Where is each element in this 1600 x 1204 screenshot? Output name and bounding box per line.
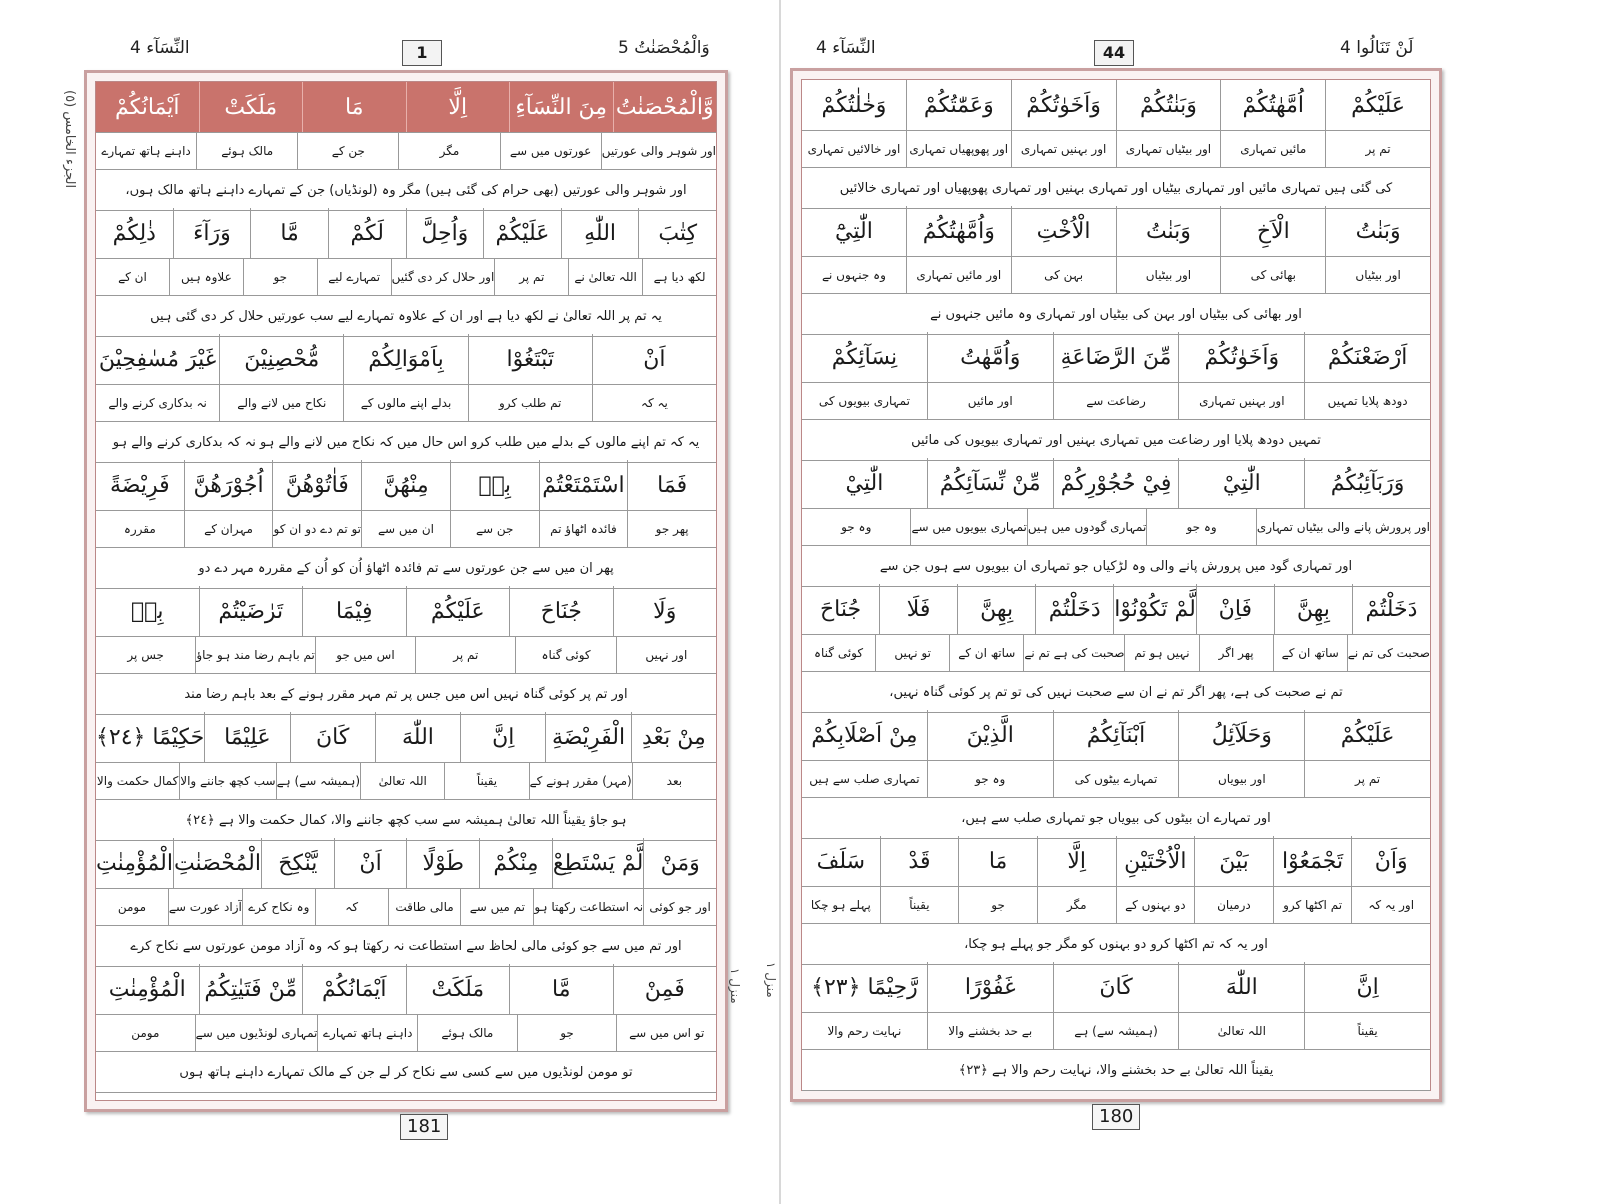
word-meaning: عورتوں میں سے [500, 133, 601, 169]
arabic-word: مِّنْ نِّسَآئِكُمُ [927, 458, 1053, 508]
arabic-word: وَلَا [613, 586, 717, 636]
arabic-word: مِّنَ الرَّضَاعَةِ [1053, 332, 1179, 382]
arabic-word: حَكِيْمًا ﴿٢٤﴾ [95, 724, 205, 750]
arabic-word: عَلَيْكُمْ [406, 586, 510, 636]
arabic-word: غَفُوْرًا [927, 962, 1053, 1012]
arabic-word-row [96, 712, 716, 763]
word-meaning: آزاد عورت سے [168, 889, 242, 925]
word-meaning: اور بیویاں [1178, 761, 1304, 797]
arabic-word-row [96, 586, 716, 637]
word-meaning: ان میں سے [361, 511, 450, 547]
word-meaning: مالک ہوئے [417, 1015, 517, 1051]
verse-block [96, 586, 716, 715]
arabic-word: غَيْرَ مُسٰفِحِيْنَ [98, 346, 217, 372]
arabic-word: اللّٰهَ [1178, 962, 1304, 1012]
word-meaning-row [96, 637, 716, 674]
word-meaning: ان کے [118, 270, 147, 284]
verse-translation: ہو جاؤ یقیناً اللہ تعالیٰ ہمیشہ سے سب کچھ جاننے والا، کمال حکمت والا ہے ﴿٢٤﴾ [96, 800, 716, 841]
arabic-word-row [802, 80, 1430, 131]
word-meaning: اور مائیں [927, 383, 1053, 419]
verse-translation: تو مومن لونڈیوں میں سے کسی سے نکاح کر لے جن کے مالک تمہارے داہنے ہاتھ ہوں [96, 1052, 716, 1093]
word-meaning: بدلے اپنے مالوں کے [343, 385, 467, 421]
word-meaning: نکاح میں لانے والے [219, 385, 343, 421]
verse-translation: اور تم میں سے جو کوئی مالی لحاظ سے استطاعت نہ رکھتا ہو کہ وہ آزاد مومن عورتوں سے نکاح کرے [96, 926, 716, 967]
word-meaning-row [96, 511, 716, 548]
word-meaning: نہ بدکاری کرنے والے [108, 396, 207, 410]
word-meaning: (مہر) مقرر ہونے کے [529, 763, 632, 799]
arabic-word-row [802, 836, 1430, 887]
arabic-word: طَوْلًا [406, 838, 479, 888]
word-meaning: اللہ تعالیٰ [1178, 1013, 1304, 1049]
word-meaning: پھر اگر [1199, 635, 1273, 671]
left-page-content [95, 81, 717, 1101]
arabic-word: اسْتَمْتَعْتُمْ [539, 460, 628, 510]
arabic-word: يَّنْكِحَ [261, 838, 334, 888]
word-meaning: یقیناً [1304, 1013, 1430, 1049]
arabic-word: فَاٰتُوْهُنَّ [272, 460, 361, 510]
word-meaning: تو نہیں [875, 635, 949, 671]
word-meaning: مالی طاقت [388, 889, 461, 925]
word-meaning: داہنے ہاتھ تمہارے [317, 1015, 417, 1051]
arabic-word: الّٰتِيْ [845, 470, 884, 496]
arabic-word: وَرَبَآئِبُكُمُ [1304, 458, 1430, 508]
word-meaning: مائیں تمہاری [1220, 131, 1325, 167]
word-meaning-row [802, 1013, 1430, 1050]
word-meaning: درمیان [1194, 887, 1273, 923]
arabic-word: وَاَخَوٰتُكُمْ [1011, 80, 1116, 130]
arabic-word: وَاُحِلَّ [406, 208, 484, 258]
word-meaning: اور پرورش پانے والی بیٹیاں تمہاری [1256, 509, 1430, 545]
arabic-word: تَرٰضَيْتُمْ [199, 586, 303, 636]
arabic-word: مُّحْصِنِيْنَ [219, 334, 343, 384]
word-meaning-row [802, 131, 1430, 168]
word-meaning: اللہ تعالیٰ نے [568, 259, 642, 295]
word-meaning: تم میں سے [460, 889, 533, 925]
word-meaning: تو اس میں سے [616, 1015, 716, 1051]
arabic-word: وَاَخَوٰتُكُمْ [1178, 332, 1304, 382]
verse-block [802, 584, 1430, 713]
arabic-word: الْمُؤْمِنٰتِ [96, 850, 173, 876]
word-meaning: لکھ دیا ہے [642, 259, 716, 295]
verse-block [802, 962, 1430, 1091]
word-meaning: اور شوہر والی عورتیں [601, 133, 716, 169]
arabic-word: وَمَنْ [643, 838, 716, 888]
verse-block [802, 80, 1430, 209]
arabic-word: فَلَا [879, 584, 957, 634]
word-meaning: اور نہیں [616, 637, 716, 673]
verse-block [96, 82, 716, 211]
arabic-word: نِسَآئِكُمْ [831, 344, 898, 370]
verse-block [802, 710, 1430, 839]
word-meaning: اور پھوپھیاں تمہاری [906, 131, 1011, 167]
arabic-word: وَخٰلٰتُكُمْ [821, 92, 887, 118]
word-meaning: اس میں جو [315, 637, 415, 673]
word-meaning: کہ [315, 889, 388, 925]
arabic-word-row [802, 962, 1430, 1013]
word-meaning: وہ جنہوں نے [821, 268, 886, 282]
arabic-word: الْفَرِيْضَةِ [545, 712, 630, 762]
word-meaning: صحبت کی تم نے [1347, 635, 1430, 671]
word-meaning: کمال حکمت والا [96, 774, 179, 788]
word-meaning: بہن کی [1011, 257, 1116, 293]
word-meaning: جو [958, 887, 1037, 923]
word-meaning: تمہاری بیویوں کی [818, 394, 910, 408]
verse-block [802, 206, 1430, 335]
arabic-word-row [96, 460, 716, 511]
word-meaning: مومن [117, 900, 147, 914]
arabic-word: عَلِيْمًا [204, 712, 289, 762]
arabic-word: اَبْنَآئِكُمُ [1053, 710, 1179, 760]
arabic-word: تَجْمَعُوْا [1273, 836, 1352, 886]
arabic-word: مِنَ النِّسَآءِ [509, 82, 613, 132]
arabic-word: فَاِنْ [1196, 584, 1274, 634]
word-meaning-row [96, 385, 716, 422]
arabic-word: بِهٖ [450, 460, 539, 510]
right-header-surah: النِّسَآء 4 [816, 38, 876, 58]
arabic-word: مَلَكَتْ [199, 82, 303, 132]
word-meaning: اور بہنیں تمہاری [1178, 383, 1304, 419]
arabic-word: دَخَلْتُمْ [1035, 584, 1113, 634]
word-meaning: وہ جو [841, 520, 872, 534]
word-meaning: سب کچھ جاننے والا [179, 763, 275, 799]
arabic-word: دَخَلْتُمْ [1352, 584, 1430, 634]
word-meaning: مہران کے [184, 511, 273, 547]
verse-block [96, 838, 716, 967]
arabic-word: الْمُؤْمِنٰتِ [108, 976, 186, 1002]
verse-translation: تمہیں دودھ پلایا اور رضاعت میں تمہاری بہنیں اور تمہاری بیویوں کی مائیں [802, 420, 1430, 461]
word-meaning: تم پر [1304, 761, 1430, 797]
word-meaning: اور مائیں تمہاری [906, 257, 1011, 293]
word-meaning: اور بہنیں تمہاری [1011, 131, 1116, 167]
word-meaning: اور جو کوئی [643, 889, 716, 925]
word-meaning: تمہارے لیے [317, 259, 391, 295]
arabic-word: وَاُمَّهٰتُكُمُ [906, 206, 1011, 256]
arabic-word: بِهِنَّ [957, 584, 1035, 634]
word-meaning: جو [517, 1015, 617, 1051]
word-meaning: تمہاری لونڈیوں میں سے [195, 1015, 318, 1051]
left-page-number: 181 [400, 1114, 448, 1140]
verse-translation: اور تم پر کوئی گناہ نہیں اس میں جس پر تم مہر مقرر ہونے کے بعد باہم رضا مند [96, 674, 716, 715]
arabic-word: فَمِنْ [613, 964, 717, 1014]
arabic-word: الّٰتِيْ [1178, 458, 1304, 508]
arabic-word: الْاُخْتَيْنِ [1116, 836, 1195, 886]
word-meaning: دودھ پلایا تمہیں [1304, 383, 1430, 419]
arabic-word: الْمُحْصَنٰتِ [173, 838, 261, 888]
word-meaning: جن کے [297, 133, 398, 169]
arabic-word: اِنَّ [460, 712, 545, 762]
word-meaning: مالک ہوئے [196, 133, 297, 169]
arabic-word: كَانَ [1053, 962, 1179, 1012]
right-page-frame [790, 68, 1442, 1102]
arabic-word: مِّنْ فَتَيٰتِكُمُ [199, 964, 303, 1014]
word-meaning: بعد [632, 763, 716, 799]
verse-translation: پھر ان میں سے جن عورتوں سے تم فائدہ اٹھاؤ اُن کو اُن کے مقررہ مہر دے دو [96, 548, 716, 589]
arabic-word: مَلَكَتْ [406, 964, 510, 1014]
right-header-para: لَنْ تَنَالُوا 4 [1340, 38, 1414, 58]
arabic-word-row [96, 964, 716, 1015]
right-page [764, 0, 1600, 1204]
word-meaning: تم باہم رضا مند ہو جاؤ [195, 637, 315, 673]
arabic-word: اللّٰهِ [561, 208, 639, 258]
word-meaning: اور بیٹیاں [1116, 257, 1221, 293]
arabic-word: سَلَفَ [816, 848, 866, 874]
arabic-word: لَكُمْ [328, 208, 406, 258]
arabic-word: بِاَمْوَالِكُمْ [343, 334, 467, 384]
word-meaning: پھر جو [627, 511, 716, 547]
word-meaning-row [96, 1015, 716, 1052]
arabic-word-row [802, 584, 1430, 635]
arabic-word: بِهٖ [130, 598, 164, 624]
arabic-word: كَانَ [290, 712, 375, 762]
word-meaning: اللہ تعالیٰ [360, 763, 444, 799]
right-page-number: 180 [1092, 1104, 1140, 1130]
verse-translation: اور یہ کہ تم اکٹھا کرو دو بہنوں کو مگر جو پہلے ہو چکا، [802, 924, 1430, 965]
verse-block [802, 458, 1430, 587]
word-meaning: نہیں ہو تم [1124, 635, 1198, 671]
word-meaning-row [96, 889, 716, 926]
arabic-word: وَعَمّٰتُكُمْ [906, 80, 1011, 130]
left-header-surah: النِّسَآء 4 [130, 38, 190, 58]
arabic-word: بَيْنَ [1194, 836, 1273, 886]
arabic-word: وَاُمَّهٰتُ [927, 332, 1053, 382]
word-meaning: تم پر [494, 259, 568, 295]
arabic-word: وَبَنٰتُكُمْ [1116, 80, 1221, 130]
arabic-word-row [802, 206, 1430, 257]
word-meaning-row [802, 761, 1430, 798]
arabic-word: اَرْضَعْنَكُمْ [1304, 332, 1430, 382]
word-meaning: مگر [398, 133, 499, 169]
word-meaning: علاوہ ہیں [169, 259, 243, 295]
word-meaning: بے حد بخشنے والا [927, 1013, 1053, 1049]
right-header-number: 44 [1094, 40, 1134, 66]
verse-translation: یہ تم پر اللہ تعالیٰ نے لکھ دیا ہے اور ان کے علاوہ تمہارے لیے سب عورتیں حلال کر دی گئی ہیں [96, 296, 716, 337]
arabic-word: اَيْمَانُكُمْ [114, 94, 180, 120]
word-meaning: تو تم دے دو ان کو [272, 511, 361, 547]
verse-translation: اور تمہاری گود میں پرورش پانے والی وہ لڑکیاں جو تمہاری ان بیویوں سے ہوں جن سے [802, 546, 1430, 587]
right-page-content [801, 79, 1431, 1091]
arabic-word: لَّمْ تَكُوْنُوْا [1113, 584, 1196, 634]
word-meaning: مگر [1037, 887, 1116, 923]
arabic-word: وَبَنٰتُ [1116, 206, 1221, 256]
arabic-word: رَّحِيْمًا ﴿٢٣﴾ [811, 974, 918, 1000]
word-meaning: نہایت رحم والا [827, 1024, 902, 1038]
arabic-word: الْاَخِ [1220, 206, 1325, 256]
arabic-word: مِنْ بَعْدِ [631, 712, 716, 762]
arabic-word: لَّمْ يَسْتَطِعْ [552, 838, 643, 888]
arabic-word: وَرَآءَ [173, 208, 251, 258]
arabic-word-row [802, 458, 1430, 509]
arabic-word-row [96, 838, 716, 889]
arabic-word: مِنْهُنَّ [361, 460, 450, 510]
arabic-word: فَمَا [627, 460, 716, 510]
word-meaning: دو بہنوں کے [1116, 887, 1195, 923]
word-meaning: کوئی گناہ [813, 646, 864, 660]
arabic-word: مِنْ اَصْلَابِكُمْ [811, 722, 918, 748]
arabic-word: مَا [958, 836, 1037, 886]
word-meaning-row [96, 763, 716, 800]
arabic-word: ذٰلِكُمْ [112, 220, 156, 246]
left-header-para: وَالْمُحْصَنٰتُ 5 [618, 38, 710, 58]
arabic-word: عَلَيْكُمْ [483, 208, 561, 258]
word-meaning: اور حلال کر دی گئیں [391, 259, 495, 295]
word-meaning: تمہاری صلب سے ہیں [809, 772, 920, 786]
arabic-word: اِلَّا [406, 82, 510, 132]
arabic-word: مِنْكُمْ [479, 838, 552, 888]
word-meaning: وہ نکاح کرے [242, 889, 315, 925]
arabic-word: وَّالْمُحْصَنٰتُ [613, 82, 717, 132]
word-meaning: ساتھ ان کے [949, 635, 1023, 671]
verse-block [802, 332, 1430, 461]
arabic-word: اَنْ [592, 334, 716, 384]
word-meaning: یہ کہ [592, 385, 716, 421]
arabic-word-row [96, 334, 716, 385]
verse-translation: تم نے صحبت کی ہے، پھر اگر تم نے ان سے صحبت نہیں کی تو تم پر کوئی گناہ نہیں، [802, 672, 1430, 713]
arabic-word: الَّذِيْنَ [927, 710, 1053, 760]
word-meaning-row [802, 887, 1430, 924]
arabic-word-row [96, 82, 716, 133]
arabic-word: اِنَّ [1304, 962, 1430, 1012]
left-side-juz: الجزء الخامس (٥) [62, 90, 77, 189]
word-meaning: وہ جو [927, 761, 1053, 797]
word-meaning: تم پر [1325, 131, 1430, 167]
arabic-word: وَاَنْ [1351, 836, 1430, 886]
word-meaning: مومن [131, 1026, 160, 1040]
word-meaning: بھائی کی [1220, 257, 1325, 293]
verse-translation: یقیناً اللہ تعالیٰ بے حد بخشنے والا، نہایت رحم والا ہے ﴿٢٣﴾ [802, 1050, 1430, 1091]
verse-block [802, 836, 1430, 965]
verse-block [96, 964, 716, 1093]
verse-translation: اور بھائی کی بیٹیاں اور بہن کی بیٹیاں اور تمہاری وہ مائیں جنہوں نے [802, 294, 1430, 335]
arabic-word-row [802, 332, 1430, 383]
word-meaning: کوئی گناہ [515, 637, 615, 673]
arabic-word: الْاُخْتِ [1011, 206, 1116, 256]
arabic-word: قَدْ [880, 836, 959, 886]
right-manzil-marker: منزل ١ [764, 962, 778, 998]
word-meaning: اور خالائیں تمہاری [807, 142, 901, 156]
word-meaning: مقررہ [123, 522, 156, 536]
arabic-word: مَّا [250, 208, 328, 258]
word-meaning-row [96, 259, 716, 296]
verse-block [96, 460, 716, 589]
word-meaning: جو [243, 259, 317, 295]
arabic-word: عَلَيْكُمْ [1325, 80, 1430, 130]
verse-translation: یہ کہ تم اپنے مالوں کے بدلے میں طلب کرو اس حال میں کہ نکاح میں لانے والے ہو نہ کہ بدکاری کرنے والے ہو [96, 422, 716, 463]
arabic-word: اِلَّا [1037, 836, 1116, 886]
word-meaning: یقیناً [444, 763, 528, 799]
word-meaning: تمہاری بیویوں میں سے [910, 509, 1026, 545]
word-meaning: جن سے [450, 511, 539, 547]
arabic-word: تَبْتَغُوْا [468, 334, 592, 384]
arabic-word: اَيْمَانُكُمْ [302, 964, 406, 1014]
book-spine [779, 0, 781, 1204]
word-meaning-row [802, 257, 1430, 294]
word-meaning-row [802, 509, 1430, 546]
word-meaning: داہنے ہاتھ تمہارے [101, 144, 191, 158]
verse-translation: اور شوہر والی عورتیں (بھی حرام کی گئی ہیں) مگر وہ (لونڈیاں) جن کے تمہارے داہنے ہاتھ مالک ہوں، [96, 170, 716, 211]
word-meaning: صحبت کی ہے تم نے [1023, 635, 1124, 671]
arabic-word: وَبَنٰتُ [1325, 206, 1430, 256]
arabic-word: فِيْمَا [302, 586, 406, 636]
left-header-number: 1 [402, 40, 442, 66]
word-meaning: اور بیٹیاں تمہاری [1116, 131, 1221, 167]
word-meaning-row [802, 635, 1430, 672]
arabic-word: فَرِيْضَةً [110, 472, 170, 498]
word-meaning: اور یہ کہ [1351, 887, 1430, 923]
word-meaning: نہ استطاعت رکھتا ہو [533, 889, 643, 925]
arabic-word: اَنْ [334, 838, 407, 888]
verse-translation: اور تمہارے ان بیٹوں کی بیویاں جو تمہاری صلب سے ہیں، [802, 798, 1430, 839]
word-meaning: ساتھ ان کے [1273, 635, 1347, 671]
arabic-word: فِيْ حُجُوْرِكُمْ [1053, 458, 1179, 508]
word-meaning: فائدہ اٹھاؤ تم [539, 511, 628, 547]
left-manzil-marker: منزل ١ [728, 968, 742, 1004]
arabic-word-row [96, 208, 716, 259]
word-meaning: رضاعت سے [1053, 383, 1179, 419]
arabic-word: جُنَاحَ [509, 586, 613, 636]
arabic-word: مَّا [509, 964, 613, 1014]
word-meaning: اور بیٹیاں [1325, 257, 1430, 293]
word-meaning: تم اکٹھا کرو [1273, 887, 1352, 923]
arabic-word: مَا [302, 82, 406, 132]
verse-block [96, 208, 716, 337]
verse-block [96, 712, 716, 841]
left-page [0, 0, 775, 1204]
arabic-word: اللّٰهَ [375, 712, 460, 762]
arabic-word: اُجُوْرَهُنَّ [184, 460, 273, 510]
arabic-word: اُمَّهٰتُكُمْ [1220, 80, 1325, 130]
arabic-word: عَلَيْكُمْ [1304, 710, 1430, 760]
left-page-frame [84, 70, 728, 1112]
word-meaning: (ہمیشہ سے) ہے [276, 763, 360, 799]
word-meaning-row [802, 383, 1430, 420]
word-meaning: تمہاری گودوں میں ہیں [1027, 509, 1146, 545]
arabic-word: كِتٰبَ [638, 208, 716, 258]
word-meaning: تم طلب کرو [468, 385, 592, 421]
arabic-word: جُنَاحَ [819, 596, 862, 622]
verse-block [96, 334, 716, 463]
arabic-word-row [802, 710, 1430, 761]
arabic-word: وَحَلَآئِلُ [1178, 710, 1304, 760]
word-meaning: تمہارے بیٹوں کی [1053, 761, 1179, 797]
verse-translation: کی گئی ہیں تمہاری مائیں اور تمہاری بیٹیاں اور تمہاری بہنیں اور تمہاری پھوپھیاں اور تمہاری خالائیں [802, 168, 1430, 209]
arabic-word: بِهِنَّ [1274, 584, 1352, 634]
word-meaning: جس پر [127, 648, 164, 662]
word-meaning: یقیناً [880, 887, 959, 923]
word-meaning-row [96, 133, 716, 170]
arabic-word: الّٰتِيْٓ [835, 218, 873, 244]
word-meaning: پہلے ہو چکا [810, 898, 871, 912]
word-meaning: (ہمیشہ سے) ہے [1053, 1013, 1179, 1049]
word-meaning: وہ جو [1146, 509, 1256, 545]
word-meaning: تم پر [415, 637, 515, 673]
